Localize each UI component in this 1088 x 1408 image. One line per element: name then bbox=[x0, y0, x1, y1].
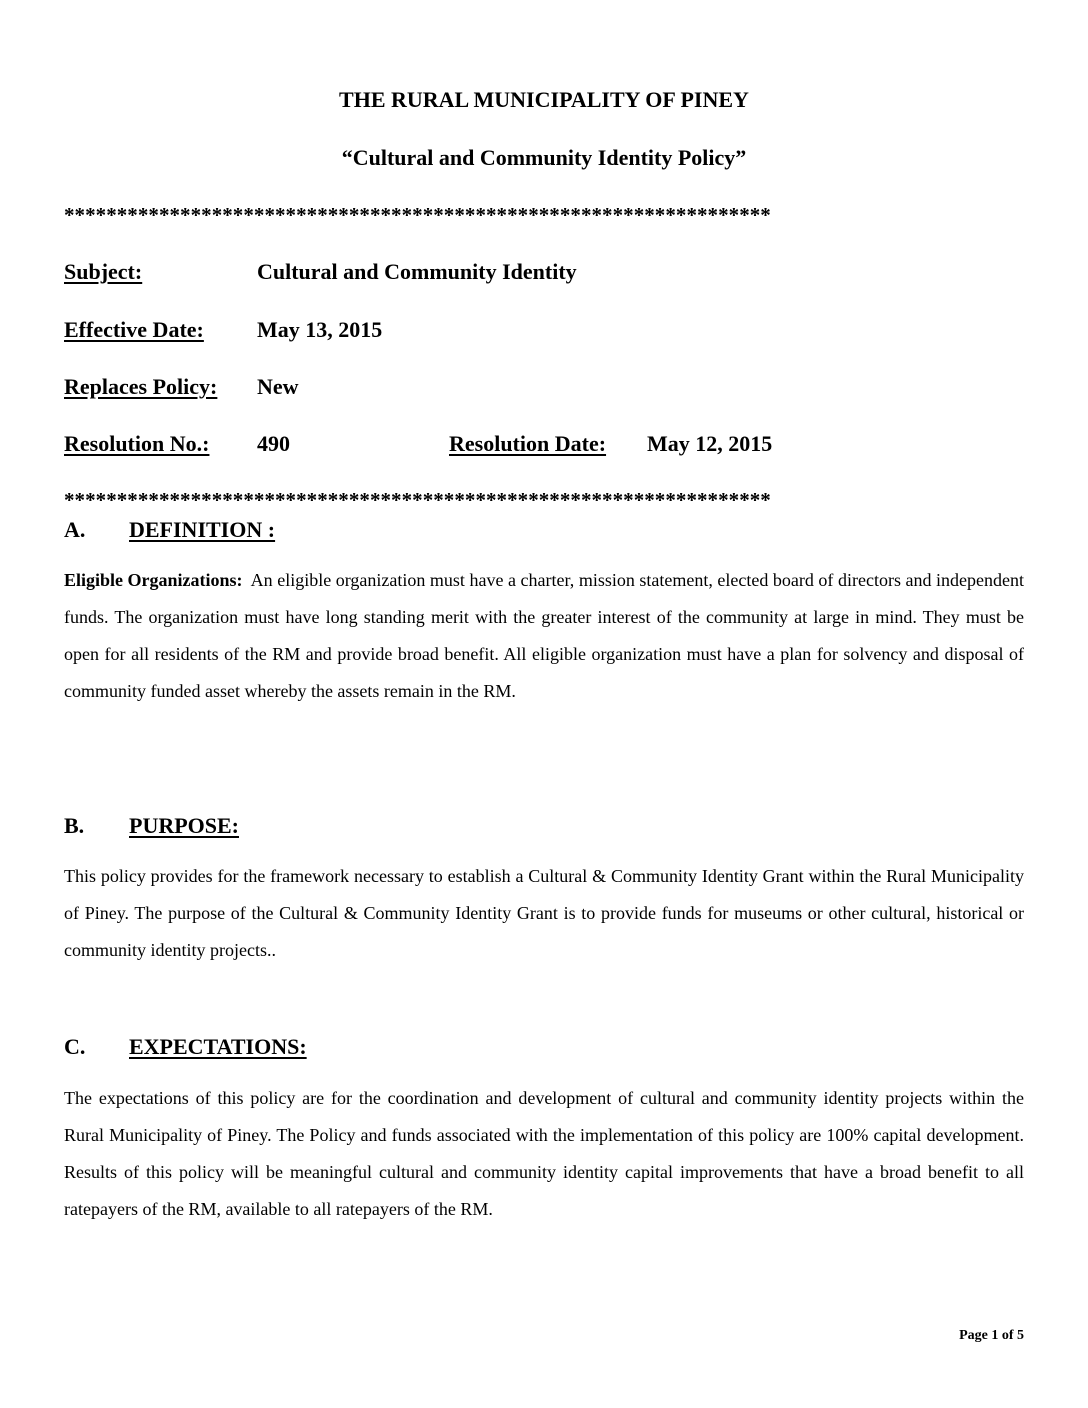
document-title: THE RURAL MUNICIPALITY OF PINEY bbox=[339, 87, 749, 112]
section-a-paragraph bbox=[64, 562, 1024, 710]
page-number: Page 1 of 5 bbox=[959, 1328, 1024, 1343]
section-a-text: An eligible organization must have a charter, mission statement, elected board of directors and independent funds. The organization must have long standing merit with the greater interest of the community at large in mind. They must be open for all residents of the RM and provide broad benefit. All eligible organization must have a plan for solvency and disposal of community funded asset whereby the assets remain in the RM. bbox=[64, 570, 1024, 701]
section-c-paragraph: The expectations of this policy are for the coordination and development of cultural and community identity projects within the Rural Municipality of Piney. The Policy and funds associated with the implementation of this policy are 100% capital development. Results of this policy will be meaningful cultural and community identity capital improvements that have a broad benefit to all ratepayers of the RM, available to all ratepayers of the RM. bbox=[64, 1088, 1024, 1219]
resolution-number-value: 490 bbox=[257, 431, 290, 456]
separator-top: ******************************************************************* bbox=[64, 203, 771, 227]
section-c-title: EXPECTATIONS: bbox=[129, 1034, 307, 1059]
resolution-date-label: Resolution Date: bbox=[449, 431, 607, 456]
eligible-organizations-term: Eligible Organizations: bbox=[64, 570, 243, 590]
policy-name: “Cultural and Community Identity Policy” bbox=[341, 145, 747, 170]
subject-value: Cultural and Community Identity bbox=[257, 259, 577, 284]
separator-bottom: ******************************************************************* bbox=[64, 488, 771, 512]
section-b-paragraph: This policy provides for the framework necessary to establish a Cultural & Community Identity Grant within the Rural Municipality of Piney. The purpose of the Cultural & Community Identity Grant is to provide funds for museums or other cultural, historical or community identity projects.. bbox=[64, 866, 1024, 960]
section-a-title: DEFINITION : bbox=[129, 517, 276, 542]
replaces-policy-value: New bbox=[257, 374, 299, 399]
section-a-letter: A. bbox=[64, 517, 86, 542]
subject-label: Subject: bbox=[64, 259, 143, 284]
replaces-policy-label: Replaces Policy: bbox=[64, 374, 218, 399]
section-b-letter: B. bbox=[64, 813, 85, 838]
resolution-date-value: May 12, 2015 bbox=[647, 431, 773, 456]
section-b-title: PURPOSE: bbox=[129, 813, 239, 838]
effective-date-value: May 13, 2015 bbox=[257, 317, 383, 342]
effective-date-label: Effective Date: bbox=[64, 317, 204, 342]
resolution-number-label: Resolution No.: bbox=[64, 431, 210, 456]
section-c-letter: C. bbox=[64, 1034, 86, 1059]
